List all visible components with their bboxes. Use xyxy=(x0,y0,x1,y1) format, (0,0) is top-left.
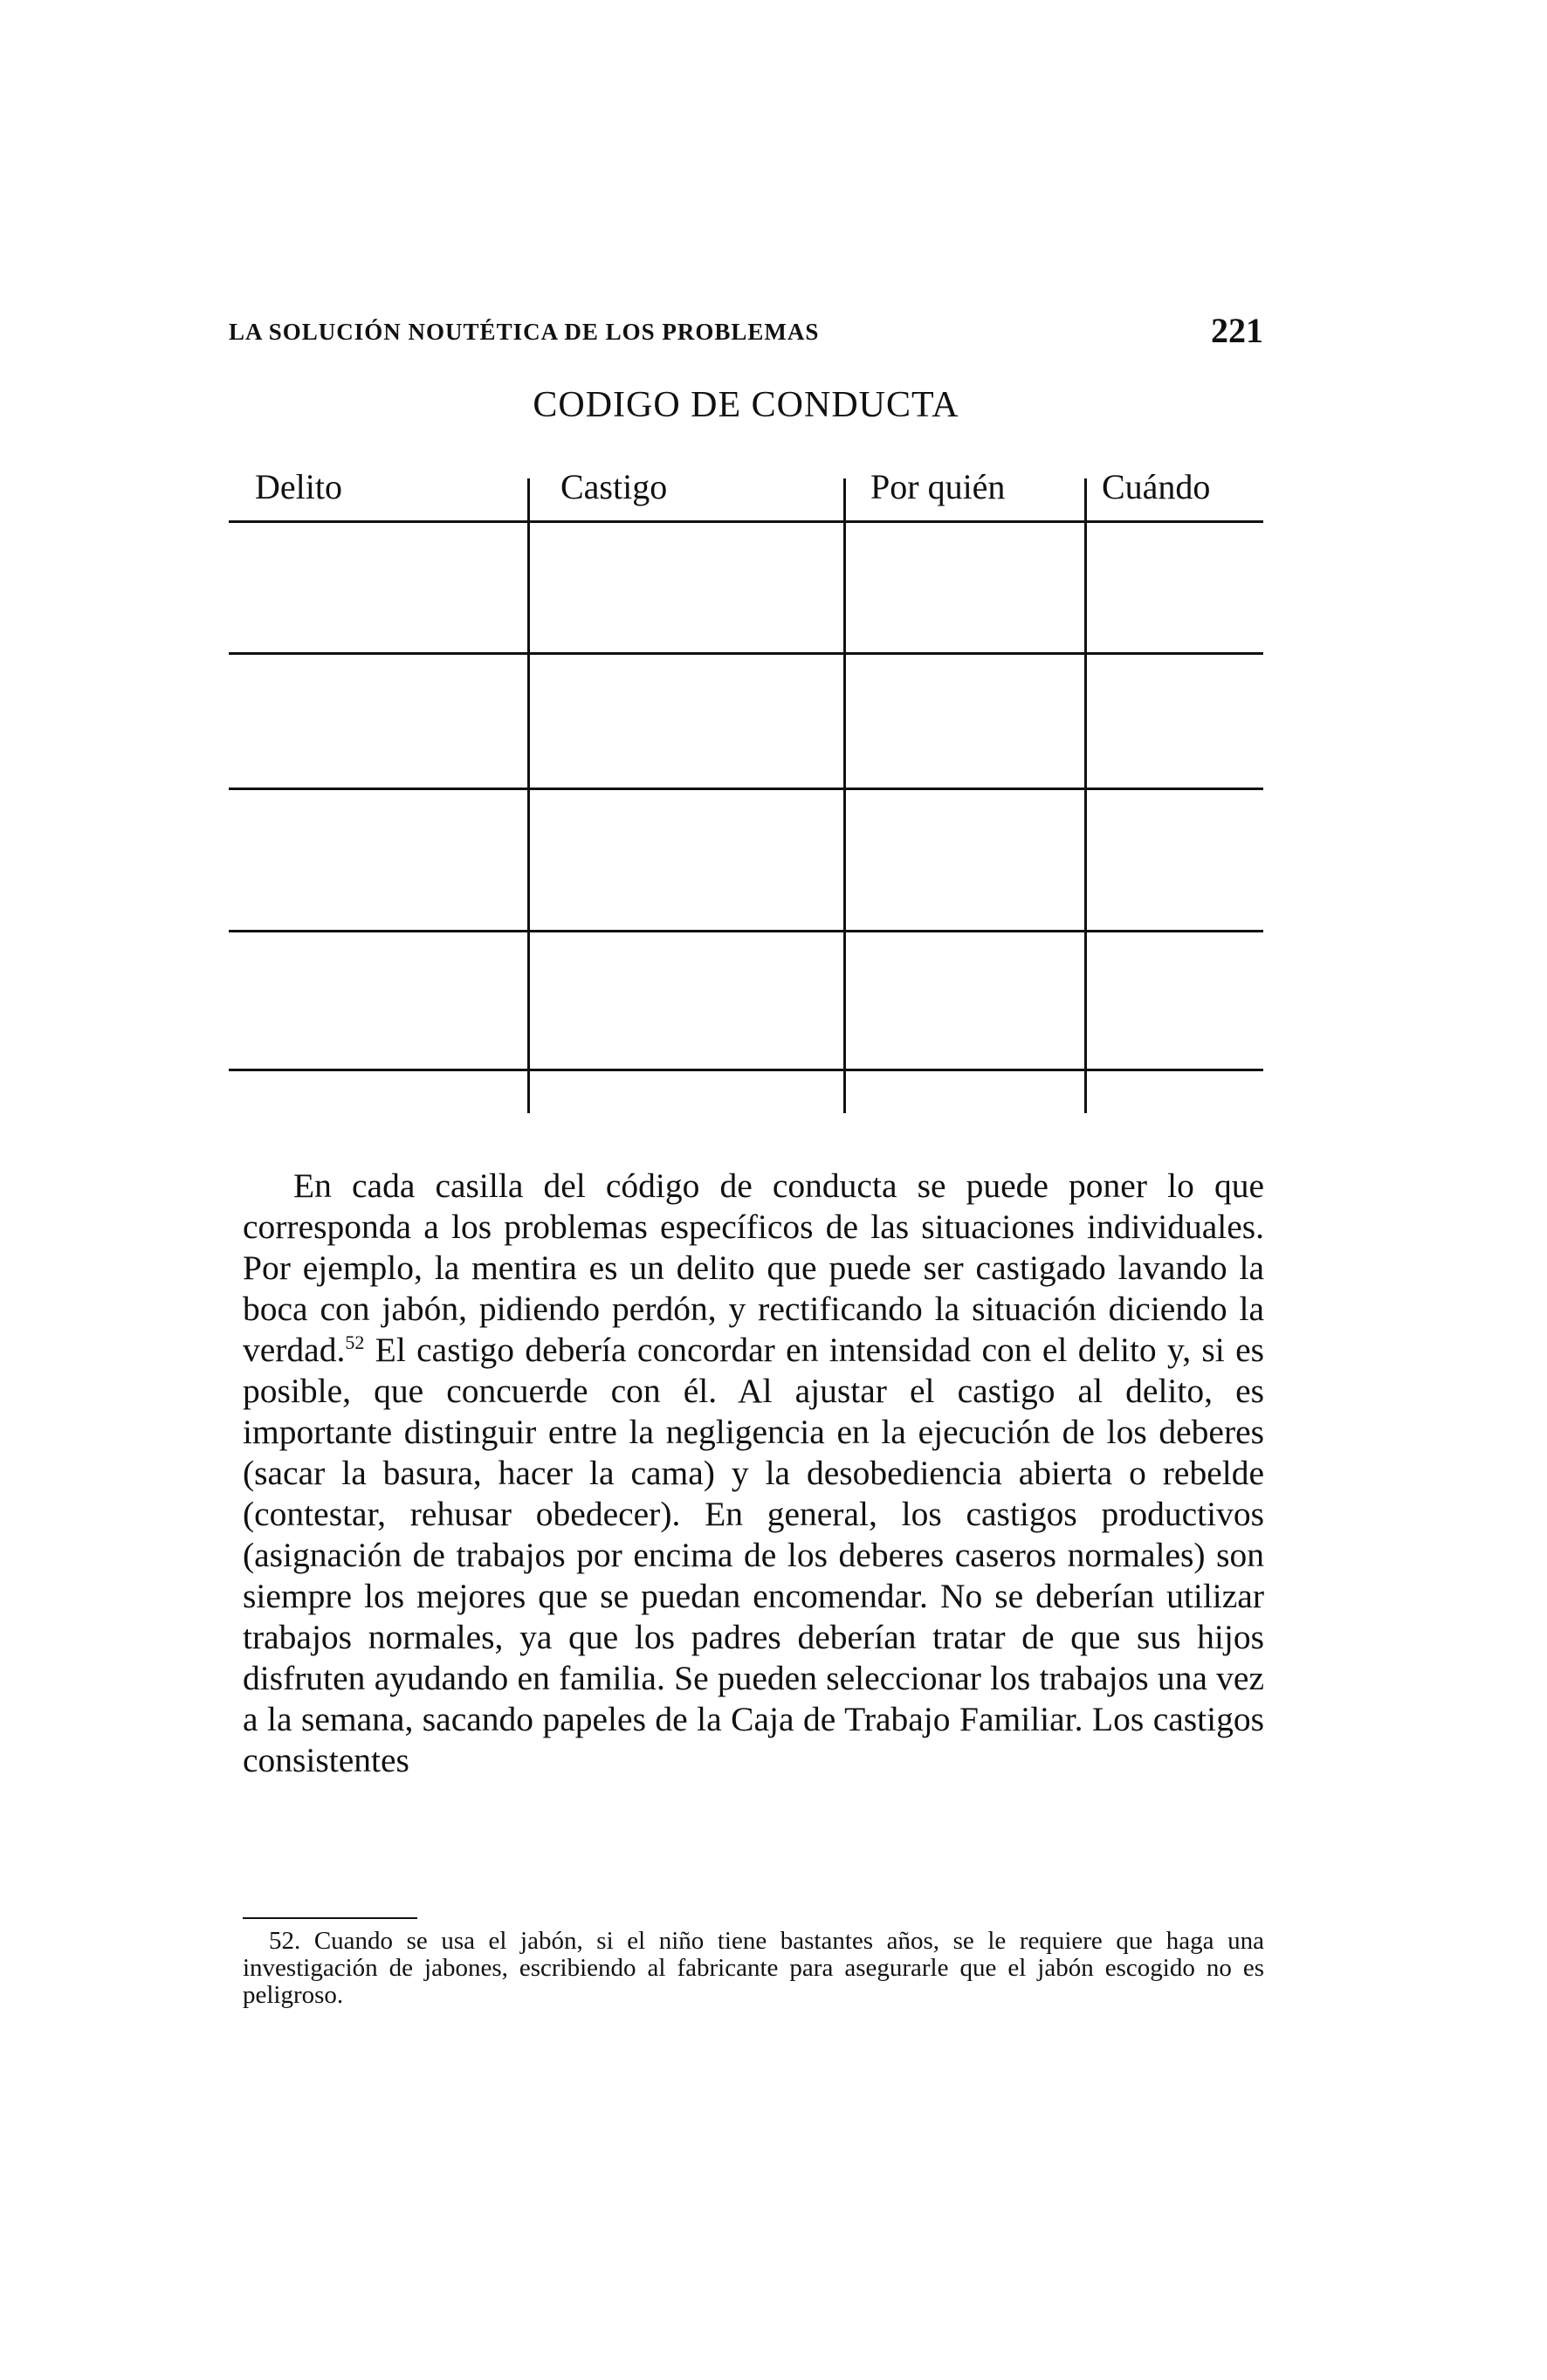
footnote-rule xyxy=(243,1917,417,1919)
footnote xyxy=(243,1928,1264,2009)
column-header-por-quien: Por quién xyxy=(870,467,1006,506)
table-title: CODIGO DE CONDUCTA xyxy=(533,385,959,425)
body-paragraph xyxy=(243,1166,1264,1781)
conduct-table xyxy=(229,454,1263,1113)
footnote-reference: 52 xyxy=(345,1331,365,1353)
page-number: 221 xyxy=(1211,311,1263,350)
body-text-part-1: En cada casilla del código de conducta se puede poner lo que corresponda a los problemas específicos de las situaciones individuales. Por ejemplo, la mentira es un delito que puede ser castigado lavando la boca con jabón, pidiendo perdón, y rectificando la situación diciendo la verdad. xyxy=(243,1166,1264,1369)
column-header-cuando: Cuándo xyxy=(1102,467,1211,506)
table-row-rule xyxy=(229,788,1263,790)
table-column-divider xyxy=(843,478,846,1113)
table-row-rule xyxy=(229,930,1263,932)
running-title: LA SOLUCIÓN NOUTÉTICA DE LOS PROBLEMAS xyxy=(229,319,820,345)
column-header-delito: Delito xyxy=(255,467,342,506)
footnote-number: 52. xyxy=(269,1927,301,1955)
table-row-rule xyxy=(229,652,1263,655)
running-head xyxy=(229,310,1263,362)
table-column-divider xyxy=(1084,478,1087,1113)
body-text-part-2: El castigo debería concordar en intensidad con el delito y, si es posible, que concuerde con él. Al ajustar el castigo al delito, es importante distinguir entre la negligencia en la ejecución de los deberes (sacar la basura, hacer la cama) y la desobediencia abierta o rebelde (contestar, rehusar obedecer). En general, los castigos productivos (asignación de trabajos por encima de los deberes caseros normales) son siempre los mejores que se puedan encomendar. No se deberían utilizar trabajos normales, ya que los padres deberían tratar de que sus hijos disfruten ayudando en familia. Se pueden seleccionar los trabajos una vez a la semana, sacando papeles de la Caja de Trabajo Familiar. Los castigos consistentes xyxy=(243,1331,1264,1779)
table-header-rule xyxy=(229,520,1263,523)
footnote-text: Cuando se usa el jabón, si el niño tiene bastantes años, se le requiere que haga una investigación de jabones, escribiendo al fabricante para asegurarle que el jabón escogido no es peligroso. xyxy=(243,1927,1264,2009)
column-header-castigo: Castigo xyxy=(560,467,668,506)
table-row-rule xyxy=(229,1069,1263,1071)
table-column-divider xyxy=(527,478,530,1113)
